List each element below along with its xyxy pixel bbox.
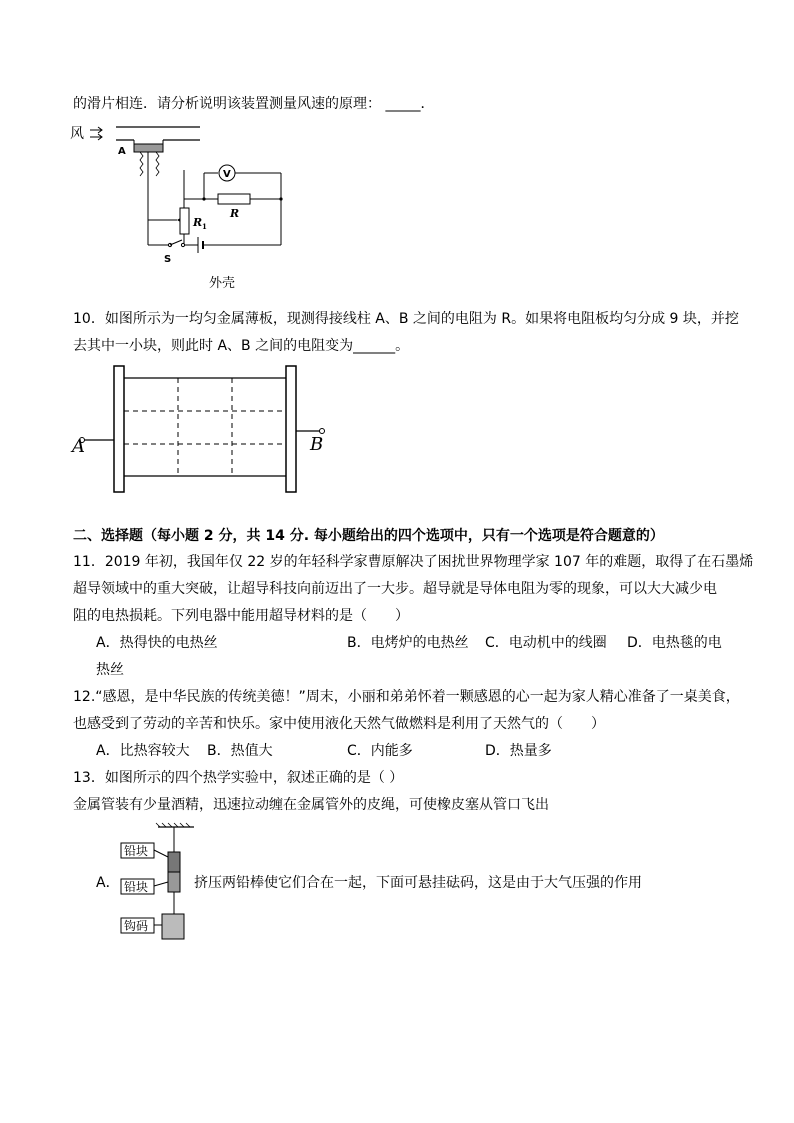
left-bar (114, 366, 124, 492)
q11-line2: 超导领域中的重大突破，让超导科技向前迈出了一大步。超导就是导体电阻为零的现象，可以大大减少电 (73, 581, 717, 597)
q10-line1: 10．如图所示为一均匀金属薄板，现测得接线柱 A、B 之间的电阻为 R。如果将电阻板均匀分成 9 块，并挖 (73, 311, 739, 327)
q11-option-b[interactable]: B．电烤炉的电热丝 (347, 635, 469, 651)
q13-option-a-text: 挤压两铅棒使它们合在一起，下面可悬挂砝码，这是由于大气压强的作用 (194, 875, 642, 891)
label-r1: R (193, 216, 203, 229)
metal-plate-figure (68, 362, 338, 497)
q10-line2: 去其中一小块，则此时 A、B 之间的电阻变为______。 (73, 338, 410, 354)
wind-arrows-icon (90, 127, 102, 140)
q12-option-a[interactable]: A．比热容较大 (96, 743, 190, 759)
lead-blocks-figure (118, 822, 196, 946)
q12-line2: 也感受到了劳动的辛苦和快乐。家中使用液化天然气做燃料是利用了天然气的（ ） (73, 716, 605, 732)
terminal-b (320, 429, 325, 434)
q11-option-d-cont: 热丝 (96, 662, 124, 678)
lead-block-upper (168, 852, 180, 872)
label-v: V (223, 169, 231, 180)
q12-line1: 12.“感恩，是中华民族的传统美德！”周末，小丽和弟弟怀着一颗感恩的心一起为家人精心准备了一桌美食， (73, 689, 740, 705)
fig-label-lead2: 铅块 (124, 880, 149, 894)
fig-label-lead1: 铅块 (124, 844, 149, 858)
q12-option-b[interactable]: B．热值大 (207, 743, 273, 759)
q9-tail-text: 的滑片相连．请分析说明该装置测量风速的原理： _____． (73, 96, 435, 112)
q11-option-c[interactable]: C．电动机中的线圈 (485, 635, 607, 651)
hook-weight (162, 914, 184, 939)
label-b: B (310, 434, 324, 455)
section-heading: 二、选择题（每小题 2 分，共 14 分. 每小题给出的四个选项中，只有一个选项是符合题意的） (73, 528, 664, 544)
q11-option-a[interactable]: A．热得快的电热丝 (96, 635, 218, 651)
resistor-r (218, 194, 250, 204)
q13-option-a-label[interactable]: A． (96, 875, 120, 891)
lead-block-lower (168, 872, 180, 892)
q12-option-d[interactable]: D．热量多 (485, 743, 552, 759)
q11-option-d[interactable]: D．电热毯的电 (627, 635, 722, 651)
label-r1-sub: 1 (202, 222, 207, 231)
q11-line3: 阻的电热损耗。下列电器中能用超导材料的是（ ） (73, 608, 409, 624)
label-s: S (164, 254, 172, 265)
right-bar (286, 366, 296, 492)
label-a: A (72, 436, 85, 457)
rheostat-r1 (180, 208, 189, 234)
label-a: A (118, 146, 126, 157)
fig-label-weight: 钩码 (124, 919, 149, 933)
q12-option-c[interactable]: C．内能多 (347, 743, 413, 759)
q13-line2: 金属管装有少量酒精，迅速拉动缠在金属管外的皮绳，可使橡皮塞从管口飞出 (73, 797, 549, 813)
anemometer-circuit-figure (68, 120, 298, 270)
grid-dashed-lines (124, 378, 286, 476)
q11-line1: 11．2019 年初，我国年仅 22 岁的年轻科学家曹原解决了困扰世界物理学家 107 年的难题，取得了在石墨烯 (73, 554, 754, 570)
figure-caption-shell: 外壳 (209, 276, 236, 291)
q13-line1: 13．如图所示的四个热学实验中，叙述正确的是（ ） (73, 770, 404, 786)
wind-label: 风 (70, 126, 84, 142)
springs (140, 152, 159, 176)
piston-a (134, 144, 163, 152)
label-r: R (230, 207, 240, 220)
